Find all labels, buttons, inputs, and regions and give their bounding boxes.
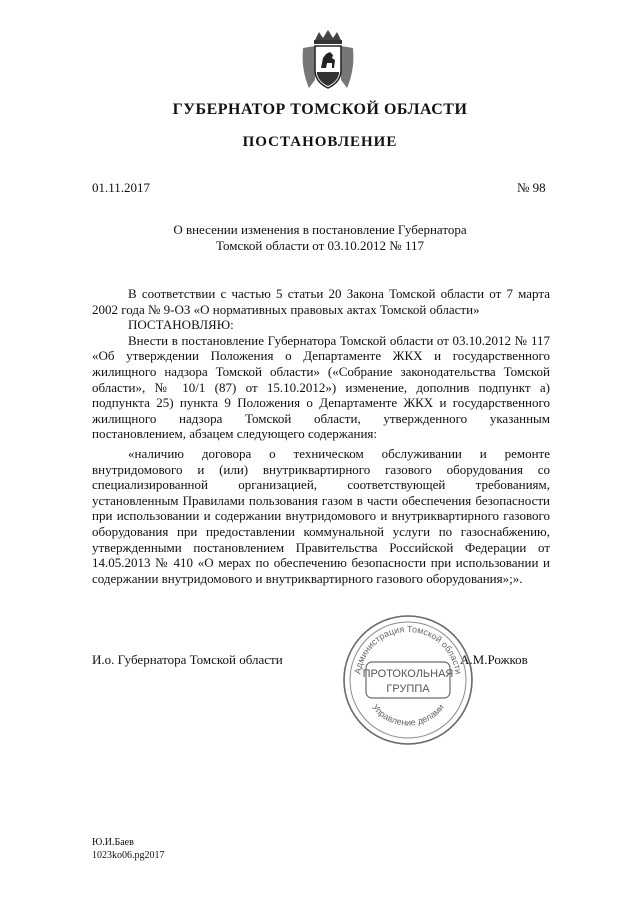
executor-code: 1023ko06.pg2017 <box>92 850 165 861</box>
signatory-name: А.М.Рожков <box>460 652 528 667</box>
authority-title: ГУБЕРНАТОР ТОМСКОЙ ОБЛАСТИ <box>172 101 468 118</box>
document-date: 01.11.2017 <box>92 180 151 195</box>
stamp-ring-bottom: Управление делами <box>370 702 446 728</box>
subject-line-1: О внесении изменения в постановление Губернатора <box>173 222 467 237</box>
document-type: ПОСТАНОВЛЕНИЕ <box>242 134 398 150</box>
executor-note <box>92 836 165 862</box>
document-subject <box>0 222 640 254</box>
subject-line-2: Томской области от 03.10.2012 № 117 <box>216 238 424 253</box>
official-stamp <box>340 612 476 748</box>
body-resolves: ПОСТАНОВЛЯЮ: <box>128 317 234 333</box>
body-paragraph-2: Внести в постановление Губернатора Томской области от 03.10.2012 № 117 «Об утверждении Положения о Департаменте ЖКХ и государственного жилищного надзора Томской области» («Собрание законодательства Томской области», № 10/1 (87) от 15.10.2012») изменение, дополнив подпункт а) подпункта 25) пункта 9 Положения о Департаменте ЖКХ и государственного жилищного надзора Томской области, утвержденного указанным постановлением, абзацем следующего содержания: <box>92 332 550 442</box>
body-paragraph-3: «наличию договора о техническом обслуживании и ремонте внутридомового и (или) внутриквартирного газового оборудования со специализированной организацией, соответствующей требованиям, установленным Правилами пользования газом в части обеспечения безопасности при использовании и содержании внутридомового и внутриквартирного газового оборудования при предоставлении коммунальной услуги по газоснабжению, утвержденными постановлением Правительства Российской Федерации от 14.05.2013 № 410 «О мерах по обеспечению безопасности при использовании и содержании внутридомового и внутриквартирного газового оборудования»;». <box>92 445 550 586</box>
coat-of-arms-emblem <box>301 30 355 92</box>
stamp-center-line-1: ПРОТОКОЛЬНАЯ <box>362 668 454 680</box>
document-number: № 98 <box>517 180 546 195</box>
signatory-position: И.о. Губернатора Томской области <box>92 652 283 667</box>
body-paragraph-1: В соответствии с частью 5 статьи 20 Закона Томской области от 7 марта 2002 года № 9-ОЗ «О нормативных правовых актах Томской области» <box>92 286 550 317</box>
executor-name: Ю.И.Баев <box>92 837 134 848</box>
document-body <box>92 286 550 586</box>
stamp-ring-top: Администрация Томской области <box>352 623 464 675</box>
stamp-center-line-2: ГРУППА <box>386 683 430 695</box>
